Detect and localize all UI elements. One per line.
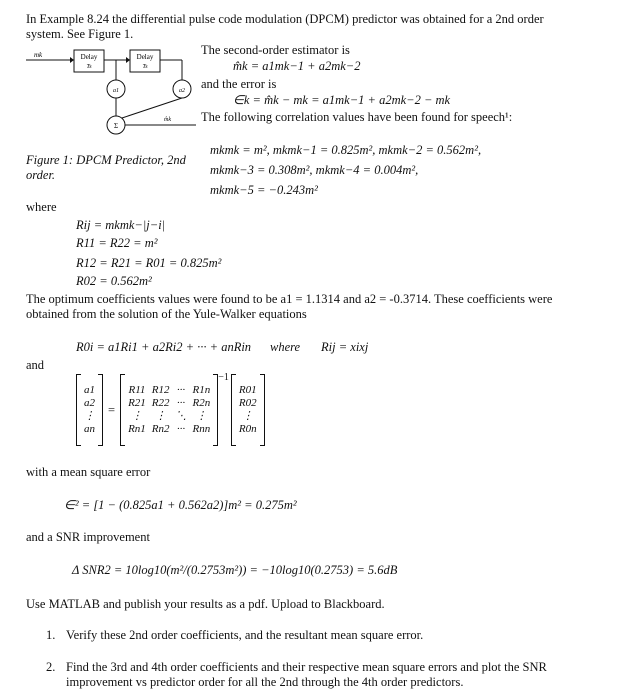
where-label: where xyxy=(26,200,57,214)
matrix-R-cell: Rnn xyxy=(192,423,211,436)
matrix-R-cell: ··· xyxy=(176,396,186,409)
delay-2-label: Delay xyxy=(136,53,154,61)
coef-a2-label: a2 xyxy=(179,88,185,94)
matrix-R0-cell: R02 xyxy=(238,396,257,409)
matrix-R-cell: R11 xyxy=(128,383,146,396)
task-text-line-2: improvement vs predictor order for all the 2nd through the 4th order predictors. xyxy=(66,675,464,689)
matrix-R0-cell: R0n xyxy=(238,423,257,436)
matrix-R-cell: ⋱ xyxy=(175,410,187,422)
matrix-R-cell: Rn1 xyxy=(128,423,146,436)
where-equation-3: R12 = R21 = R01 = 0.825m² xyxy=(76,256,222,270)
correlation-line-2: mkmk−3 = 0.308m², mkmk−4 = 0.004m², xyxy=(210,163,419,177)
matrix-a-cell: ⋮ xyxy=(84,410,95,422)
matrix-R0-cell: R01 xyxy=(238,383,257,396)
matrix-R0-cell: ⋮ xyxy=(242,410,254,422)
matrix-R0 xyxy=(236,384,260,437)
intro-line-1: In Example 8.24 the differential pulse code modulation (DPCM) predictor was obtained for a 2nd order xyxy=(26,12,544,26)
matrix-R-cell: R21 xyxy=(128,396,146,409)
intro-paragraph xyxy=(26,12,544,42)
matrix-a-cell: a2 xyxy=(84,396,95,409)
matrix-R-cell: R2n xyxy=(192,396,211,409)
output-label: m̂k xyxy=(164,117,171,123)
where-equation-2: R11 = R22 = m² xyxy=(76,236,158,250)
matrix-R-cell: R1n xyxy=(192,383,211,396)
matrix-R-cell: ⋮ xyxy=(131,410,143,422)
matrix-R-cell: Rn2 xyxy=(151,423,170,436)
optimum-line-1: The optimum coefficients values were found to be a1 = 1.1314 and a2 = -0.3714. These coefficients were xyxy=(26,292,553,306)
figure-caption-line-1: Figure 1: DPCM Predictor, 2nd xyxy=(26,153,186,167)
estimator-intro: The second-order estimator is xyxy=(201,43,350,57)
correlation-line-3: mkmk−5 = −0.243m² xyxy=(210,183,318,197)
task-item-1 xyxy=(46,628,547,643)
coef-a1-label: a1 xyxy=(113,88,119,94)
mse-intro: with a mean square error xyxy=(26,465,151,479)
yule-walker-equation: R0i = a1Ri1 + a2Ri2 + ··· + anRin xyxy=(76,340,252,354)
yule-walker-rij: Rij = xixj xyxy=(321,340,369,354)
correlation-intro: The following correlation values have been found for speech¹: xyxy=(201,110,513,124)
input-label: mk xyxy=(34,51,43,59)
optimum-paragraph xyxy=(26,292,552,322)
matrix-R-cell: ··· xyxy=(176,423,186,436)
figure-caption-line-2: order. xyxy=(26,168,56,182)
mse-equation: ∈² = [1 − (0.825a1 + 0.562a2)]m² = 0.275m² xyxy=(64,498,297,512)
task-list xyxy=(46,628,547,690)
matrix-R-cell: ⋮ xyxy=(195,410,207,422)
matrix-R-cell: ⋮ xyxy=(155,410,167,422)
matrix-a-cell: an xyxy=(84,423,95,436)
matlab-instruction: Use MATLAB and publish your results as a pdf. Upload to Blackboard. xyxy=(26,597,385,611)
delay-1-sub: Ts xyxy=(86,64,92,70)
and-label: and xyxy=(26,358,45,372)
optimum-line-2: obtained from the solution of the Yule-Walker equations xyxy=(26,307,307,321)
summer-label: Σ xyxy=(113,122,119,130)
yule-walker-where: where xyxy=(270,340,301,354)
matrix-R-cell: R22 xyxy=(151,396,170,409)
matrix-a xyxy=(81,384,98,437)
task-number: 1. xyxy=(46,628,56,642)
delay-2-sub: Ts xyxy=(142,64,148,70)
where-equation-1: Rij = mkmk−|j−i| xyxy=(76,218,166,232)
matrix-R xyxy=(125,384,213,437)
error-equation: ∈k = m̂k − mk = a1mk−1 + a2mk−2 − mk xyxy=(233,93,451,107)
snr-equation: Δ SNR2 = 10log10(m²/(0.2753m²)) = −10log10(0.2753) = 5.6dB xyxy=(72,563,398,577)
snr-intro: and a SNR improvement xyxy=(26,530,150,544)
matrix-a-cell: a1 xyxy=(84,383,95,396)
delay-1-label: Delay xyxy=(80,53,98,61)
dpcm-predictor-diagram xyxy=(26,46,196,156)
inverse-exponent: −1 xyxy=(218,372,229,383)
correlation-line-1: mkmk = m², mkmk−1 = 0.825m², mkmk−2 = 0.562m², xyxy=(210,143,482,157)
error-intro: and the error is xyxy=(201,77,277,91)
where-equation-4: R02 = 0.562m² xyxy=(76,274,152,288)
matrix-R-cell: ··· xyxy=(176,383,186,396)
figure-caption xyxy=(26,153,186,183)
task-item-2 xyxy=(46,660,547,690)
estimator-equation: m̂k = a1mk−1 + a2mk−2 xyxy=(233,59,361,73)
task-text: Verify these 2nd order coefficients, and the resultant mean square error. xyxy=(66,628,424,642)
equals-sign: = xyxy=(108,402,116,417)
task-text-line-1: Find the 3rd and 4th order coefficients and their respective mean square errors and plot the SNR xyxy=(66,660,547,674)
task-number: 2. xyxy=(46,660,56,674)
matrix-R-cell: R12 xyxy=(151,383,170,396)
intro-line-2: system. See Figure 1. xyxy=(26,27,134,41)
matrix-equation xyxy=(76,374,265,446)
